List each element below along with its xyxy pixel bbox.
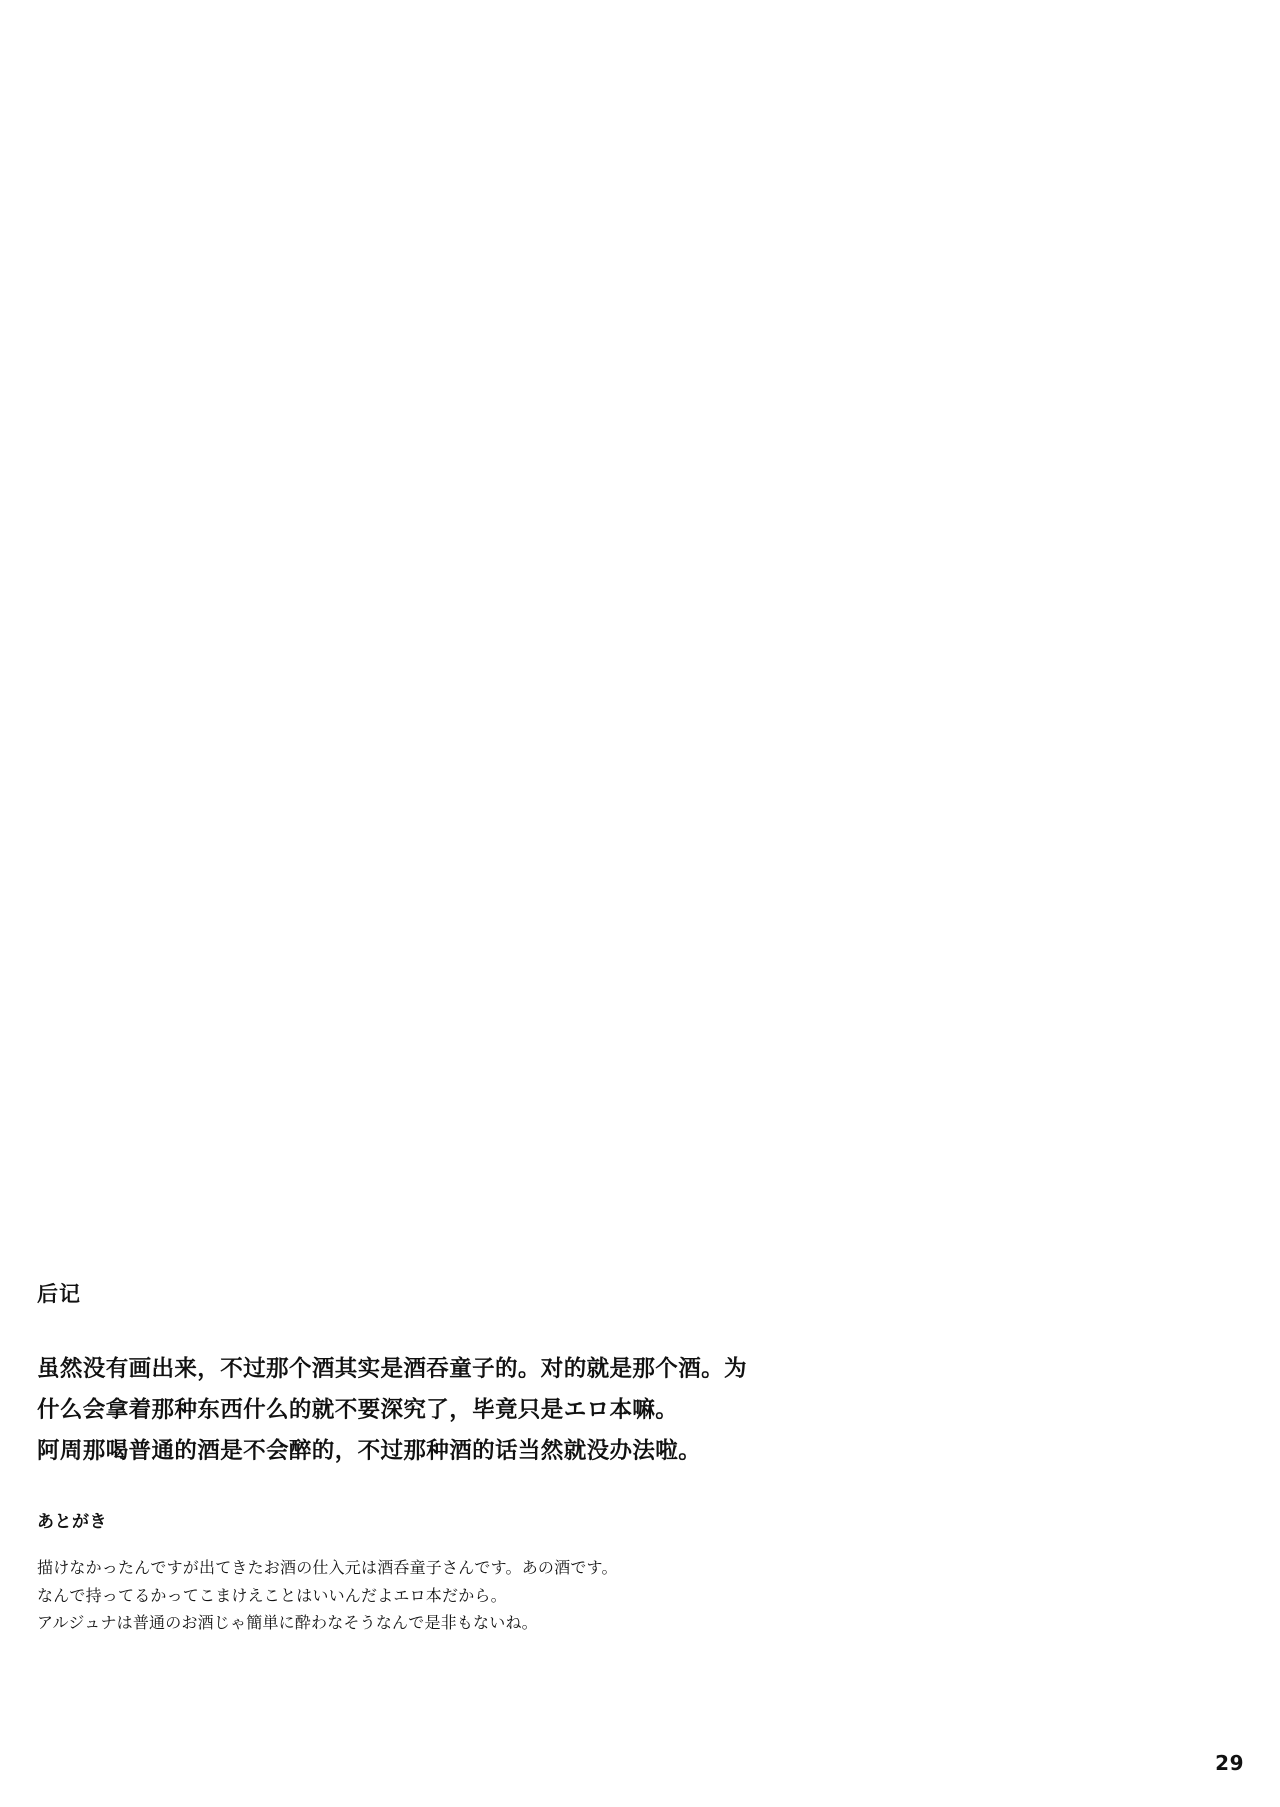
japanese-afterword-line: アルジュナは普通のお酒じゃ簡単に酔わなそうなんで是非もないね。 [37, 1613, 538, 1633]
chinese-afterword-line: 虽然没有画出来，不过那个酒其实是酒吞童子的。对的就是那个酒。为 [37, 1356, 747, 1383]
chinese-afterword-heading: 后记 [37, 1282, 81, 1306]
japanese-afterword-line: なんで持ってるかってこまけえことはいいんだよエロ本だから。 [37, 1585, 507, 1605]
japanese-afterword-line: 描けなかったんですが出てきたお酒の仕入元は酒呑童子さんです。あの酒です。 [37, 1558, 618, 1578]
chinese-afterword-body [37, 1349, 1157, 1472]
chinese-afterword-line: 什么会拿着那种东西什么的就不要深究了，毕竟只是エロ本嘛。 [37, 1397, 679, 1424]
chinese-afterword-line: 阿周那喝普通的酒是不会醉的，不过那种酒的话当然就没办法啦。 [37, 1438, 702, 1465]
afterword-section [37, 1282, 1157, 1637]
page-number: 29 [1215, 1751, 1244, 1775]
japanese-afterword-heading: あとがき [37, 1512, 107, 1532]
japanese-afterword-body [37, 1554, 1157, 1637]
